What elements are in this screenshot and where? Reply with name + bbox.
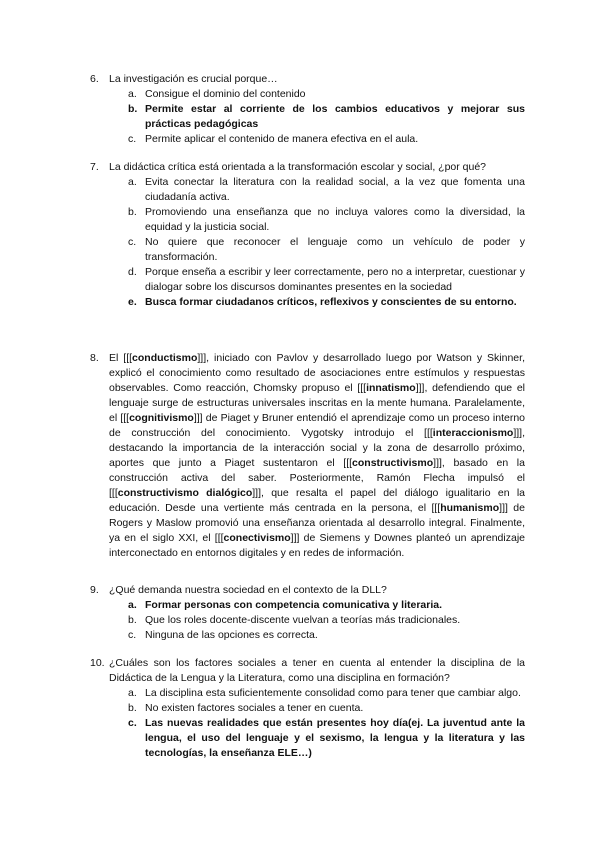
question-8 bbox=[90, 351, 525, 561]
option-a-correct: a. Formar personas con competencia comunicativa y literaria. bbox=[128, 599, 443, 611]
option-a: a. Evita conectar la literatura con la realidad social, a la vez que fomenta una ciudadanía activa. bbox=[128, 176, 525, 203]
option-b-correct: b. Permite estar al corriente de los cambios educativos y mejorar sus prácticas pedagógicas bbox=[128, 103, 525, 130]
question-text bbox=[90, 583, 525, 598]
question-6 bbox=[90, 72, 525, 147]
question-text bbox=[90, 656, 525, 686]
question-paragraph: 8. El [[[conductismo]]], iniciado con Pavlov y desarrollado luego por Watson y Skinner, explicó el conocimiento como resultado de asociaciones entre estímulos y respuestas observables. Como reacción, Chomsky propuso el [[[innatismo]]], defendiendo que el lenguaje surge de estructuras universales inscritas en la mente humana. Paralelamente, el [[[cognitivismo]]] de Piaget y Bruner entendió el aprendizaje como un proceso interno de construcción del conocimiento. Vygotsky introdujo el [[[interaccionismo]]], destacando la importancia de la interacción social y la zona de desarrollo próximo, aportes que junto a Piaget sustentaron el [[[constructivismo]]], basado en la construcción activa del saber. Posteriormente, Ramón Flecha impulsó el [[[constructivismo dialógico]]], que resalta el papel del diálogo igualitario en la educación. Desde una vertiente más centrada en la persona, el [[[humanismo]]] de Rogers y Maslow promovió una enseñanza orientada al desarrollo integral. Finalmente, ya en el siglo XXI, el [[[conectivismo]]] de Siemens y Downes planteó un aprendizaje interconectado en entornos digitales y en redes de información. bbox=[90, 352, 526, 559]
question-number: 9. bbox=[90, 584, 99, 596]
term-constructivismo-dialogico: constructivismo dialógico bbox=[117, 487, 253, 499]
option-c: c. Permite aplicar el contenido de manera efectiva en el aula. bbox=[128, 133, 419, 145]
question-prompt: La investigación es crucial porque… bbox=[109, 73, 278, 85]
question-text bbox=[90, 160, 525, 175]
question-10 bbox=[90, 656, 525, 761]
options-list bbox=[90, 87, 525, 147]
question-number: 10. bbox=[90, 657, 105, 669]
option-e-correct: e. Busca formar ciudadanos críticos, reflexivos y conscientes de su entorno. bbox=[128, 296, 517, 308]
option-a: a. La disciplina esta suficientemente consolidad como para tener que cambiar algo. bbox=[128, 687, 521, 699]
question-prompt: ¿Cuáles son los factores sociales a tener en cuenta al entender la disciplina de la Didáctica de la Lengua y la Literatura, como una disciplina en formación? bbox=[109, 657, 525, 684]
question-prompt: La didáctica crítica está orientada a la transformación escolar y social, ¿por qué? bbox=[109, 161, 487, 173]
options-list bbox=[90, 598, 525, 643]
question-text bbox=[90, 72, 525, 87]
options-list bbox=[90, 686, 525, 761]
term-conectivismo: conectivismo bbox=[223, 532, 291, 544]
option-c: c. No quiere que reconocer el lenguaje como un vehículo de poder y transformación. bbox=[128, 236, 525, 263]
question-prompt: ¿Qué demanda nuestra sociedad en el contexto de la DLL? bbox=[109, 584, 387, 596]
option-b: b. Promoviendo una enseñanza que no incluya valores como la diversidad, la equidad y la justicia social. bbox=[128, 206, 525, 233]
term-conductismo: conductismo bbox=[132, 352, 198, 364]
term-interaccionismo: interaccionismo bbox=[432, 427, 514, 439]
option-b: b. Que los roles docente-discente vuelvan a teorías más tradicionales. bbox=[128, 614, 461, 626]
options-list bbox=[90, 175, 525, 310]
question-number: 7. bbox=[90, 161, 99, 173]
term-humanismo: humanismo bbox=[440, 502, 500, 514]
option-a: a. Consigue el dominio del contenido bbox=[128, 88, 306, 100]
question-9 bbox=[90, 583, 525, 643]
option-c: c. Ninguna de las opciones es correcta. bbox=[128, 629, 318, 641]
question-7 bbox=[90, 160, 525, 310]
term-innatismo: innatismo bbox=[366, 382, 416, 394]
option-c-correct: c. Las nuevas realidades que están presentes hoy día(ej. La juventud ante la lengua, el uso del lenguaje y el sexismo, la lengua y la literatura y las tecnologías, la enseñanza ELE…) bbox=[128, 717, 525, 759]
term-constructivismo: constructivismo bbox=[352, 457, 434, 469]
option-d: d. Porque enseña a escribir y leer correctamente, pero no a interpretar, cuestionar y dialogar sobre los discursos dominantes presentes en la sociedad bbox=[128, 266, 525, 293]
option-b: b. No existen factores sociales a tener en cuenta. bbox=[128, 702, 364, 714]
question-number: 8. bbox=[90, 352, 99, 364]
question-number: 6. bbox=[90, 73, 99, 85]
term-cognitivismo: cognitivismo bbox=[129, 412, 194, 424]
